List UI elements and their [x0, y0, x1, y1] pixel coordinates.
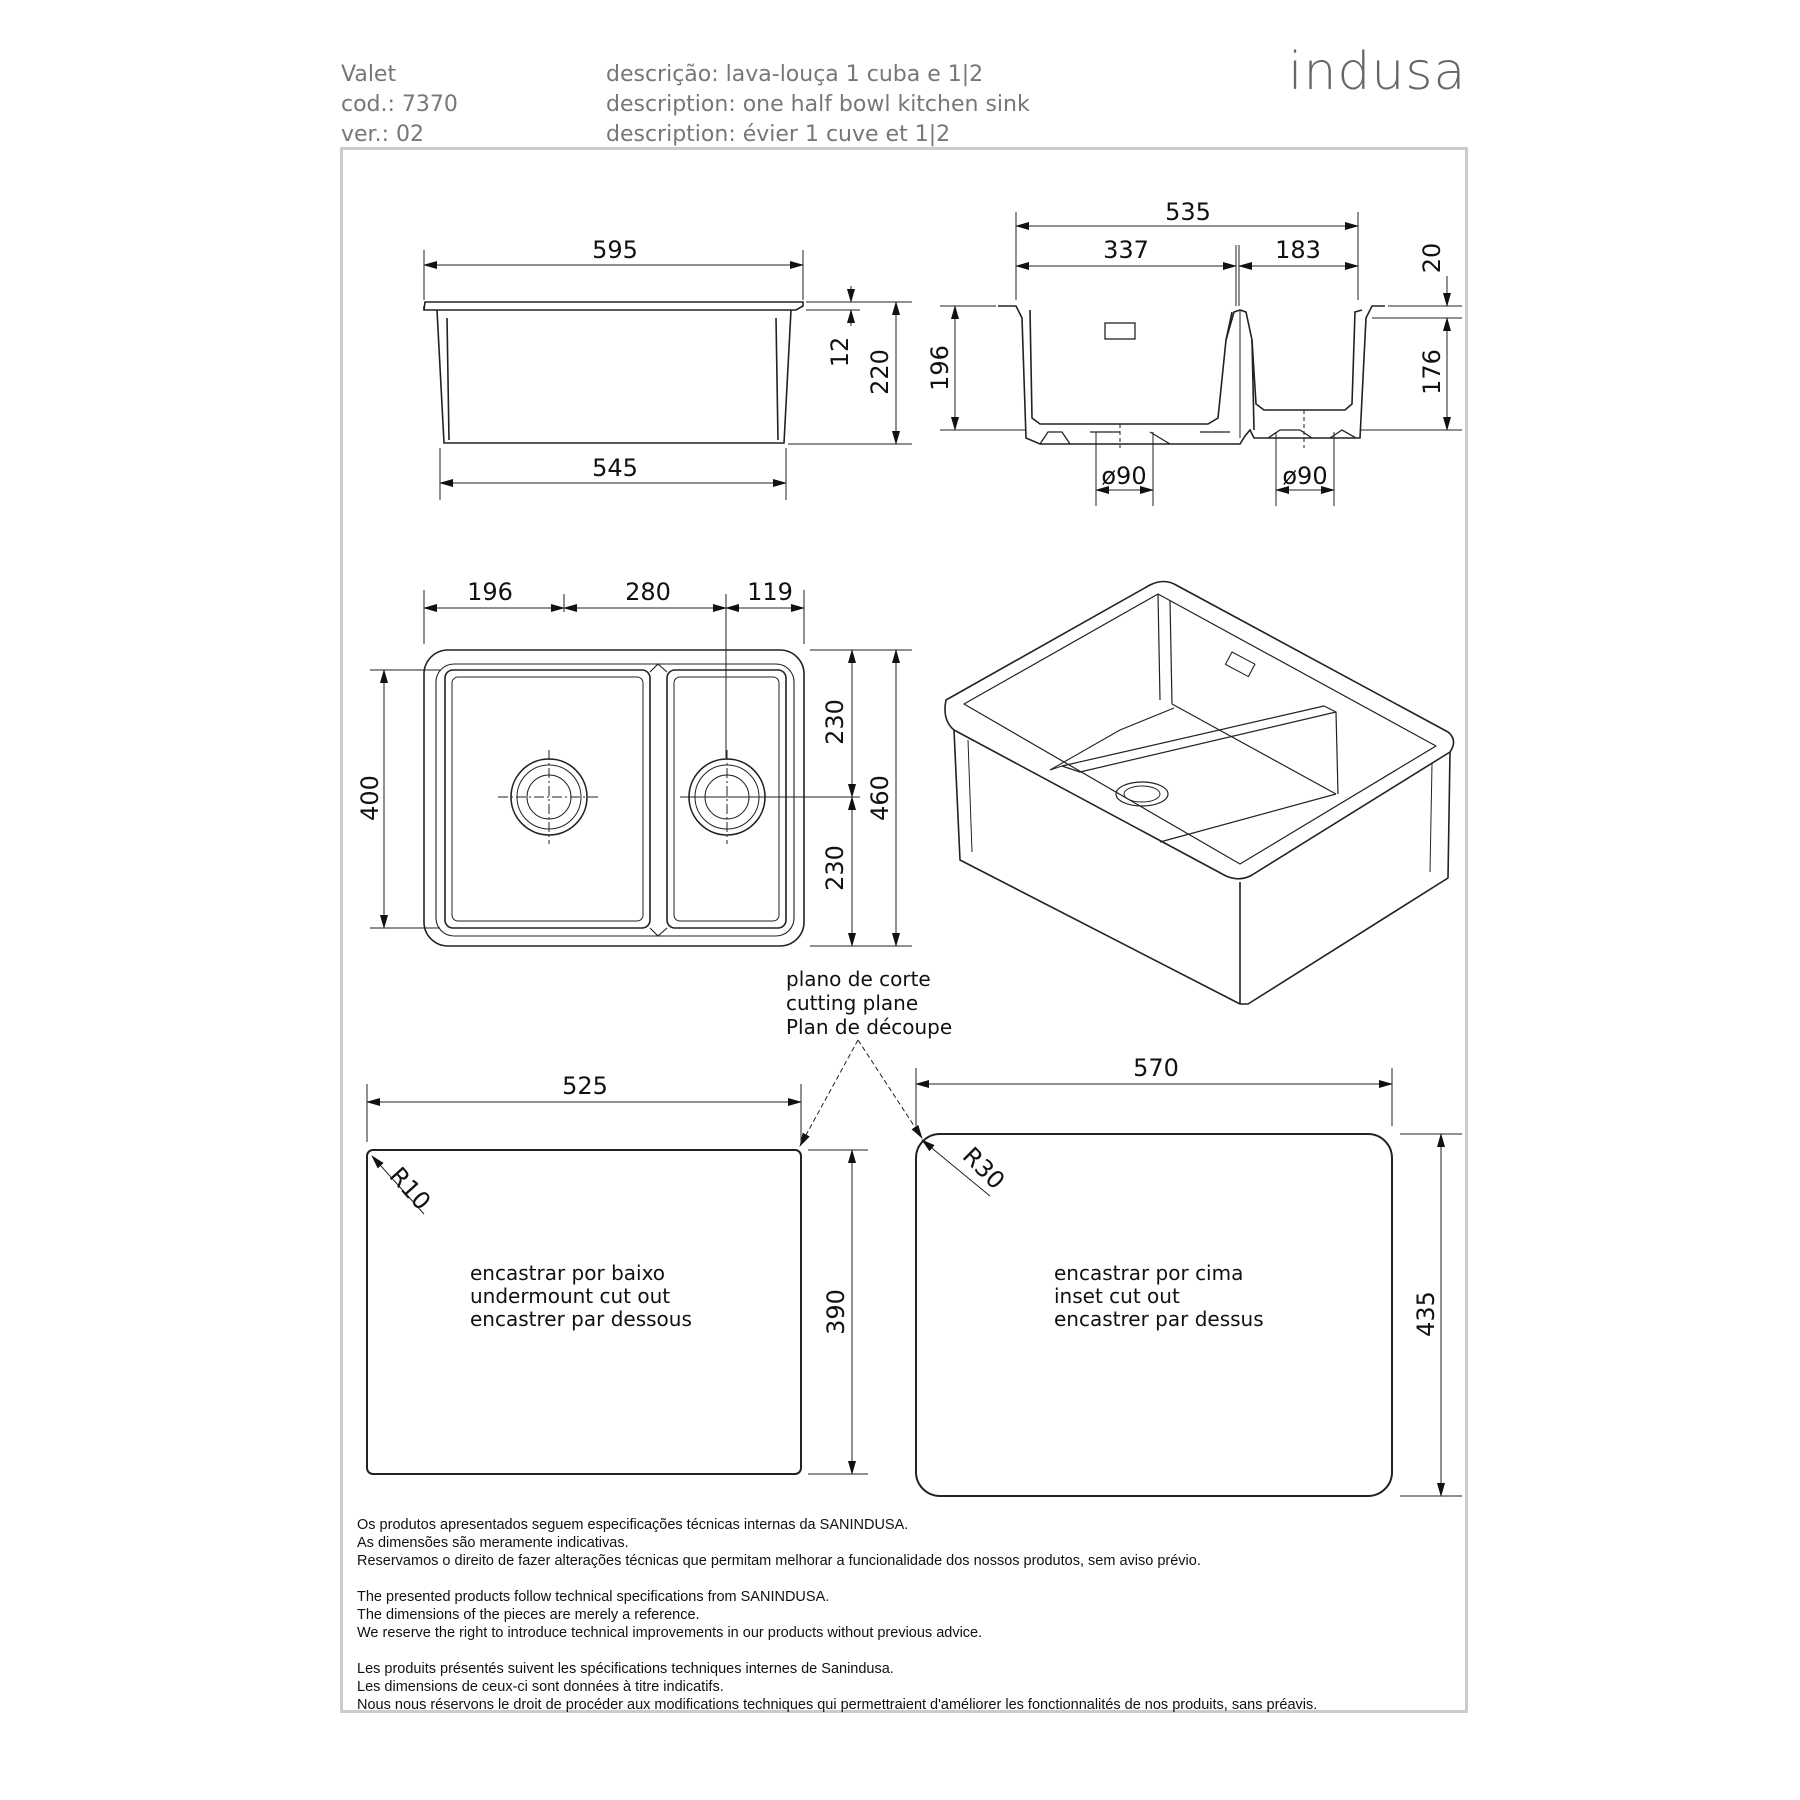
isometric-view: [945, 582, 1454, 1005]
section-overall: 535: [1165, 198, 1211, 226]
side-view: [424, 250, 912, 500]
side-rim: 12: [826, 336, 854, 368]
section-depth-half: 176: [1418, 349, 1446, 395]
plan-right: 119: [747, 578, 793, 606]
footer-pt-line-2: As dimensões são meramente indicativas.: [357, 1535, 629, 1551]
plan-lower-half: 230: [821, 845, 849, 891]
undermount-label-en: undermount cut out: [470, 1284, 671, 1308]
description-en: description: one half bowl kitchen sink: [606, 92, 1030, 117]
footer-fr-line-3: Nous nous réservons le droit de procéder aux modifications techniques qui permettraient d'améliorer les fonctionnalités de nos produits, sans préavis.: [357, 1697, 1318, 1713]
footer-pt-line-1: Os produtos apresentados seguem especificações técnicas internas da SANINDUSA.: [357, 1517, 909, 1533]
footer-pt-line-3: Reservamos o direito de fazer alterações técnicas que permitam melhorar a funcionalidade dos nossos produtos, sem aviso prévio.: [357, 1553, 1201, 1569]
product-code: cod.: 7370: [341, 92, 458, 117]
section-bowl-half: 183: [1275, 236, 1321, 264]
description-fr: description: évier 1 cuve et 1|2: [606, 122, 951, 147]
section-rim: 20: [1418, 242, 1446, 274]
footer-fr-line-2: Les dimensions de ceux-ci sont données à titre indicatifs.: [357, 1679, 724, 1695]
cutting-plane-pt: plano de corte: [786, 967, 931, 991]
undermount-label-fr: encastrer par dessous: [470, 1307, 692, 1331]
description-pt: descrição: lava-louça 1 cuba e 1|2: [606, 62, 984, 87]
undermount-radius: R10: [383, 1161, 437, 1216]
plan-left: 196: [467, 578, 513, 606]
section-bowl-main: 337: [1103, 236, 1149, 264]
section-depth-main: 196: [926, 345, 954, 391]
cutting-plane-fr: Plan de découpe: [786, 1015, 953, 1039]
footer-en-line-2: The dimensions of the pieces are merely a reference.: [357, 1607, 700, 1623]
side-height: 220: [866, 349, 894, 395]
undermount-width: 525: [562, 1072, 608, 1100]
version: ver.: 02: [341, 122, 424, 147]
inset-radius: R30: [957, 1141, 1011, 1195]
model-name: Valet: [341, 62, 397, 87]
cutting-plane-leaders: [800, 1040, 922, 1146]
inset-label-en: inset cut out: [1054, 1284, 1180, 1308]
section-view: [940, 212, 1462, 506]
footer-en-line-3: We reserve the right to introduce technical improvements in our products without previous advice.: [357, 1625, 983, 1641]
plan-outer-height: 460: [866, 775, 894, 821]
plan-inner-height: 400: [356, 775, 384, 821]
undermount-height: 390: [822, 1289, 850, 1335]
undermount-label-pt: encastrar por baixo: [470, 1261, 666, 1285]
inset-width: 570: [1133, 1054, 1179, 1082]
brand-logo: indusa: [1288, 42, 1467, 102]
cutting-plane-en: cutting plane: [786, 991, 919, 1015]
plan-upper-half: 230: [821, 699, 849, 745]
side-bottom-width: 545: [592, 454, 638, 482]
inset-label-fr: encastrer par dessus: [1054, 1307, 1264, 1331]
section-drain-main: ø90: [1101, 462, 1147, 490]
side-top-width: 595: [592, 236, 638, 264]
plan-middle: 280: [625, 578, 671, 606]
footer-en-line-1: The presented products follow technical specifications from SANINDUSA.: [357, 1589, 830, 1605]
footer-fr-line-1: Les produits présentés suivent les spécifications techniques internes de Sanindusa.: [357, 1661, 894, 1677]
section-drain-half: ø90: [1282, 462, 1328, 490]
inset-label-pt: encastrar por cima: [1054, 1261, 1244, 1285]
inset-height: 435: [1412, 1291, 1440, 1337]
plan-view: [370, 590, 912, 946]
